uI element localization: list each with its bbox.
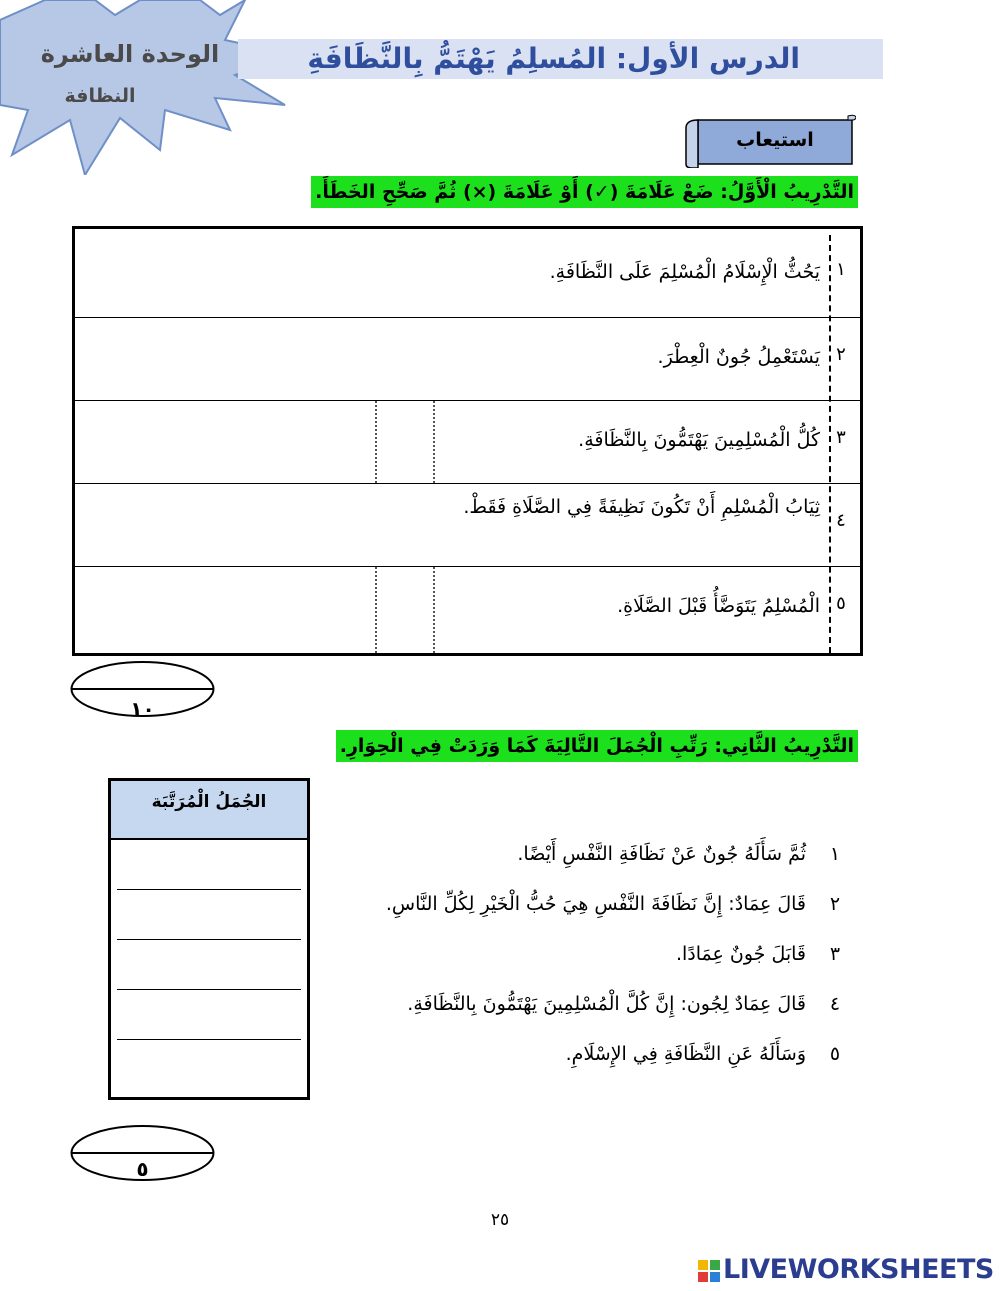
sentence-text: قَالَ عِمَادٌ: إِنَّ نَظَافَةَ النَّفْسِ هِيَ حُبُّ الْخَيْرِ لِكُلِّ النَّاسِ. xyxy=(385,893,806,915)
row-number: ٣ xyxy=(836,427,846,448)
brand-text: LIVEWORKSHEETS xyxy=(723,1254,994,1285)
table-row xyxy=(75,401,860,484)
answer-cell[interactable] xyxy=(117,840,301,890)
score-total: ٥ xyxy=(136,1157,149,1181)
answer-cell[interactable] xyxy=(117,890,301,940)
answer-cell[interactable] xyxy=(117,990,301,1040)
sentence-number: ٥ xyxy=(829,1043,841,1065)
answer-box[interactable] xyxy=(375,567,435,653)
score-total: ١٠ xyxy=(130,697,155,721)
ordered-sentences-table xyxy=(108,778,310,1100)
sentence-item xyxy=(676,943,850,965)
row-statement: كُلُّ الْمُسْلِمِينَ يَهْتَمُّونَ بِالنَّظَافَةِ. xyxy=(578,429,820,451)
liveworksheets-icon xyxy=(698,1260,720,1282)
section-label: استيعاب xyxy=(736,129,814,151)
table-row xyxy=(75,567,860,653)
sentence-number: ١ xyxy=(829,843,841,865)
table-row xyxy=(75,318,860,401)
table-row xyxy=(75,484,860,567)
exercise1-table xyxy=(72,226,863,656)
lesson-title: الدرس الأول: المُسلِمُ يَهْتَمُّ بِالنَّظَافَةِ xyxy=(307,42,800,75)
sentence-item xyxy=(566,1043,850,1065)
exercise2-heading: التَّدْرِيبُ الثَّانِي: رَتِّبِ الْجُمَلَ التَّالِيَةَ كَمَا وَرَدَتْ فِي الْحِوَارِ. xyxy=(336,730,858,762)
answer-cell[interactable] xyxy=(117,940,301,990)
brand-logo xyxy=(698,1255,994,1285)
exercise1-heading: التَّدْرِيبُ الْأَوَّلُ: ضَعْ عَلَامَةَ (✓) أَوْ عَلَامَةَ (×) ثُمَّ صَحِّحِ الخَطَأَ. xyxy=(311,176,858,208)
sentence-text: قَابَلَ جُونٌ عِمَادًا. xyxy=(675,943,806,965)
row-statement: الْمُسْلِمُ يَتَوَضَّأُ قَبْلَ الصَّلَاةِ. xyxy=(617,595,820,617)
sentence-item xyxy=(517,843,850,865)
sentence-number: ٤ xyxy=(829,993,841,1015)
answer-box[interactable] xyxy=(375,401,435,483)
page-number: ٢٥ xyxy=(490,1210,510,1230)
sentence-text: قَالَ عِمَادٌ لِجُون: إِنَّ كُلَّ الْمُسْلِمِينَ يَهْتَمُّونَ بِالنَّظَافَةِ. xyxy=(407,993,806,1015)
row-number: ٤ xyxy=(836,510,846,531)
answer-cell[interactable] xyxy=(117,1040,301,1090)
row-number: ٢ xyxy=(836,344,846,365)
sentence-number: ٣ xyxy=(829,943,841,965)
row-number: ١ xyxy=(836,259,846,280)
row-statement: يَحُثُّ الْإِسْلَامُ الْمُسْلِمَ عَلَى النَّظَافَةِ. xyxy=(549,261,820,283)
table-row xyxy=(75,229,860,318)
row-number: ٥ xyxy=(836,593,846,614)
unit-title: الوحدة العاشرة xyxy=(40,40,220,68)
sentence-text: ثُمَّ سَأَلَهُ جُونٌ عَنْ نَظَافَةِ النَّفْسِ أَيْضًا. xyxy=(517,843,806,865)
sentence-item xyxy=(386,893,850,915)
row-statement: ثِيَابُ الْمُسْلِمِ أَنْ تَكُونَ نَظِيفَةً فِي الصَّلَاةِ فَقَطْ. xyxy=(463,496,820,518)
unit-subtitle: النظافة xyxy=(64,85,136,107)
sentence-text: وَسَأَلَهُ عَنِ النَّظَافَةِ فِي الإِسْلَامِ. xyxy=(565,1043,806,1065)
sentence-number: ٢ xyxy=(829,893,841,915)
table-header: الجُمَلُ الْمُرَتَّبَة xyxy=(111,781,307,840)
row-statement: يَسْتَعْمِلُ جُونٌ الْعِطْرَ. xyxy=(657,346,820,368)
sentence-item xyxy=(407,993,850,1015)
